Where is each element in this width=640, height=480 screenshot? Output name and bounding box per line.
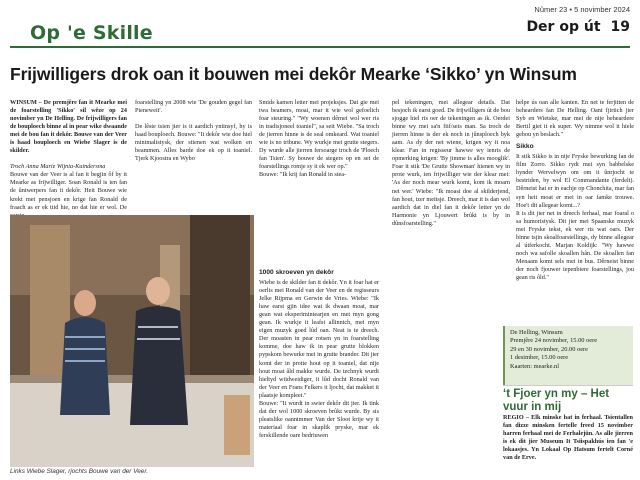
photo-illustration [10,215,254,467]
paragraph: foarstelling yn 2008 wie 'De gouden gegel fan Pieneweit'. [135,99,252,115]
paragraph: Bouwe: "It wurdt in swier dekôr dit jier. Ik tink dat der wol 1000 skroeven brûkt wurde. By sis pleatslike oannimmer Van der Sloot krije wy it materiaal foar in skaplik pryske, mar ek ferskillende oare bedriuwen [259,399,379,439]
photo [10,215,254,467]
article-column-5 [516,99,634,282]
paragraph: helpe ús oan alle kanten. En net te ferjitten de behearders fan De Helling. Oant fjirtich jier Syb en Wietske, mar mei de nije beheardere Bertil giet it ek super. Wy nimme wol it hiele gebou yn beslach." [516,99,634,139]
article-column-3-lower [259,265,379,440]
info-venue: De Helling, Winsum [510,329,563,336]
article-column-1 [10,99,127,220]
section-name: Der op út [526,19,601,35]
article-column-3 [259,99,379,179]
subheading: 1000 skroeven yn dekôr [259,269,334,276]
lead-paragraph: WINSUM – De premjêre fan it Mearke mei de foarstelling 'Sikko' sil wêze op 24 novimber yn De Helling. De frijwilligers fan de bouploech binne al in pear wike dwaande mei de bou fan it dekôr. Bouwe van der Veer is haad bouploech en Wiebe Slager is de skilder. [10,99,127,155]
photo-caption: Links Wiebe Slager, rjochts Bouwe van der Veer. [10,468,149,475]
sidebar-text: REGIO – Elk minske hat in ferhaal. Tsientallen fan dizze minsken fertelle freed 15 novimber harren ferhaal mei de Ferhalejûn. As alle jierren is ek dit jier Museum It Tsiispakhús ien fan 'e lokaasjes. Yn Lokaal Op Hatsum fertelt Corné van de Erve. [503,414,633,462]
section-header [526,19,630,35]
paragraph: Bouwe van der Veer is al fan it begjin ôf by it Mearke as frijwilliger. Soan Ronald is ien fan de ûntwerpers fan it dekôr. Heit Bouwe wie krekt met pensjoen en krige fan Ronald de fraach as er ek tiid hie, no dat hie er wol. De [10,171,127,211]
info-line: Premjêre 24 novimber, 15.00 oere [510,337,598,345]
paragraph: It stik Sikko is in nije Fryske bewurking fan de film Zorro. Sikko rydt mei syn babbelske hynder Wervelwyn om om it ûnrjocht te bestriden, by wol El Commandante (ferdelt). Dêrneist hat er in eachje op Chonchita, mar fan syn heit moat er mei in oar famke trouwe. Hoe't dit allegear komt...? [516,153,634,209]
subheading: Sikko [516,143,534,151]
masthead-rule [10,46,630,48]
issue-info: Nûmer 23 • 5 novimber 2024 [534,5,630,14]
paragraph: pel tekeningen, mei allegear details. Dat besjoch ik earst goed. De frijwilligers út de bou sjogge hiel ris oer de tekeningen as ik. Oerdei binne wy mei sa'n fiif/seis man. Sa troch de jierren hinne is der ek noch in jûnsploech byk aam. As dy der net wiene, krigen wy it noa klear. Fan in regisseur hawwe wy ienris de opmerking krigen: 'By jimme is alles mooglik'. Foar it stik 'De Grutte Showman' hienen wy in prote wurk, ien frijwilliger wie der klear mei: 'As der noch mear wurk komt, kom ik moarn net wer.' Wiebe: "Ik moast doe al skilderjend, fan hout, izer meitsje. Dreech, mar it is dan wol aardich dat in diel fan it dekôr letter yn de Harmonie yn Ljouwert brûkt is by in dûnsfoarstelling." [392,99,510,227]
paragraph: It is dit jier net in dreech ferhaal, mar foaral o sa humoristysk. Dit jier mei Spaanske muzyk mei Fryske tekst, ek wer ris wat oars. Der binne tsjin skoalfoarstellings, dy binne allegear al útferkocht. Marjan Koldijk: "Wy hawwe noch wa safolle skoallen hân. De skoallen fan Menaam komt sels mei in bus. Dêrneist binne der noch fjouwer iepenbiere foarstellings, jou gean ris ôld." [516,209,634,281]
info-tickets: Kaarten: mearke.nl [510,362,559,370]
paragraph: Bouwe: "Ik krij fan Ronald in stea- [259,171,347,179]
brand-logo: Op 'e Skille [30,22,153,44]
paragraph: Wiebe is de skilder fan it dekôr. Yn it foar hat er oerlis mei Ronald van der Veer en de regisseurs Jelke Rijpma en Gerwin de Vries. Wiebe: "Ik haw earst gjin idee wat ik dwaan moat, mar gean wat eksperimintearjen en met myn gong gean. Ik wurkje it leafst allinnich, mei myn eigen muzyk goed lûd oan. Neat is te dreech. Der moasten in pear rotsen yn in foarstelling komme, doe haw ik in pear grutte blokken pypskom bewurke mei in grutte brander. Dit jier komt der in protte hout op it toaniel, dat nije hout moat âld makke wurde. De technyk wurdt hieltyd wiidweidiger, it lûd docht Ronald van der Veer en Frans Felkers it ljocht, dat makket it plaatsje kompleet." [259,279,379,399]
masthead [0,0,640,58]
byline: Troch Anna Marie Wijnia-Kuindersma [10,163,106,171]
info-box [503,326,633,386]
page-number: 19 [610,19,630,35]
info-line: 1 desimber, 15.00 oere [510,354,569,362]
info-line: 29 en 30 novimber, 20.00 oere [510,345,589,353]
paragraph: Smids kamen letter mei projeksjes. Dat gie mei twa beamers, moai, mar it wie wol gefoelich foar steuring." "Wy woenen dêrnei wol wer ris in tradisjoneel toaniel", sa seit Wiebe. "Sa troch de jierren hinne is de seal omkeard. Wat toaniel wie is no tribune. Wy wurkje mei grutte stegers. Dy wurde alle jierren fersoarge troch de 'Ploech fan Tsien'. Sy bouwe de stegers op en set de foarstellings romje sy it ek wer op." [259,99,379,171]
sidebar-headline: ‘t Fjoer yn my – Het vuur in mij [503,385,633,414]
paragraph: De lêste tsien jier is it aardich yntinsyf, hy is haad bouploech. Bouwe: "It dekôr wie doe hiel minimalistysk, der stienen wat wolken en beammen. Alles barde doe ek op it toaniel. Tjerk Kjoostra en Wybo [135,123,252,163]
article-column-4 [392,99,510,228]
headline: Frijwilligers drok oan it bouwen mei dekôr Mearke ‘Sikko’ yn Winsum [10,64,577,84]
article-column-2 [135,99,252,163]
